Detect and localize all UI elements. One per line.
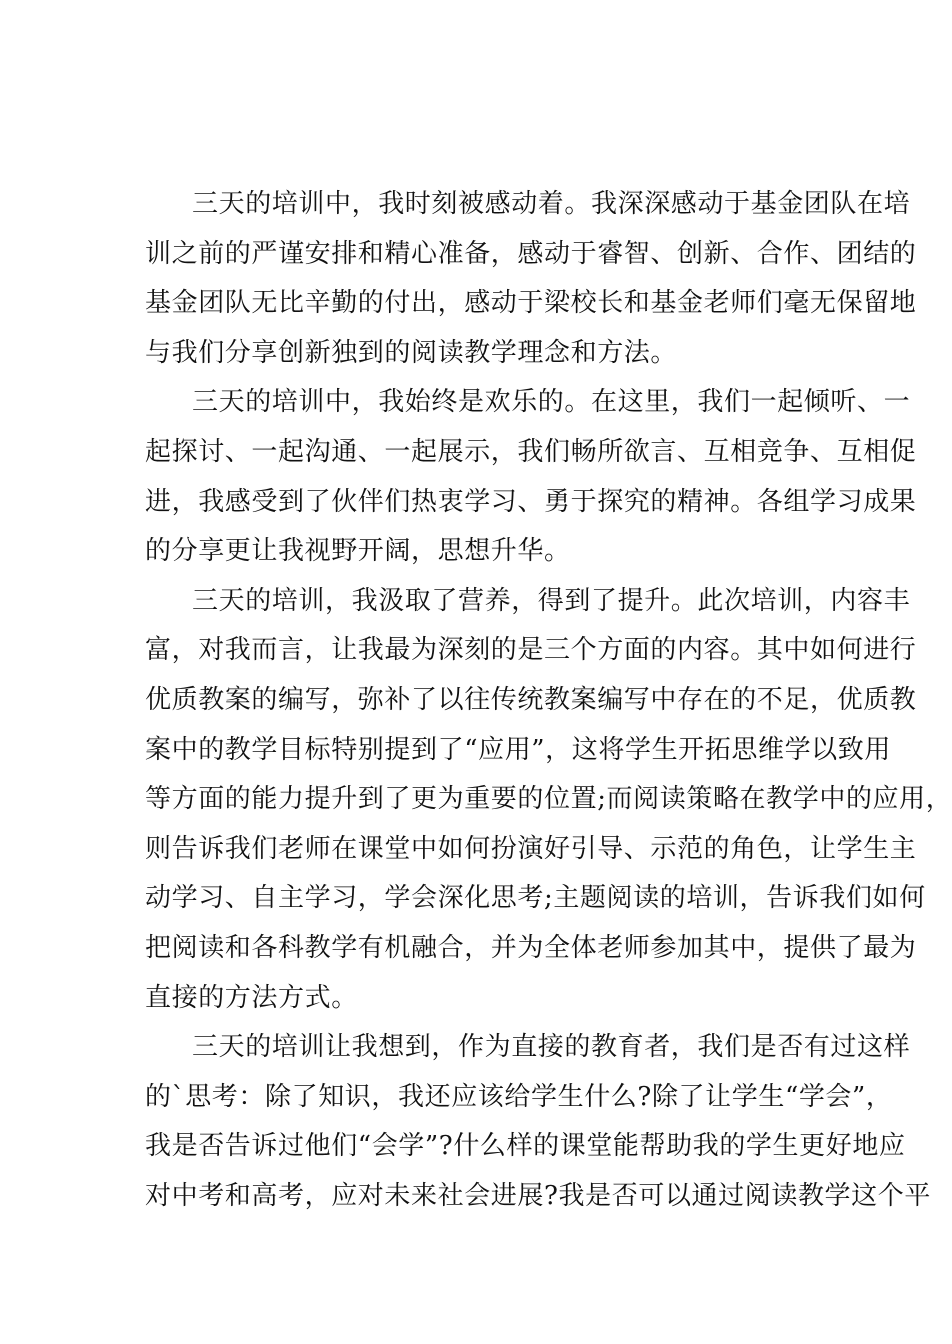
text-line: 我是否告诉过他们“会学”?什么样的课堂能帮助我的学生更好地应 (145, 1131, 906, 1162)
text-line: 三天的培训中，我始终是欢乐的。在这里，我们一起倾听、一 (192, 387, 911, 418)
text-line: 的分享更让我视野开阔，思想升华。 (145, 536, 571, 567)
text-line: 三天的培训让我想到，作为直接的教育者，我们是否有过这样 (192, 1032, 911, 1063)
text-line: 优质教案的编写，弥补了以往传统教案编写中存在的不足，优质教 (145, 684, 917, 715)
text-line: 的`思考：除了知识，我还应该给学生什么?除了让学生“学会”， (145, 1081, 893, 1112)
text-line: 直接的方法方式。 (145, 982, 358, 1013)
paragraph-2 (145, 378, 917, 576)
text-line: 案中的教学目标特别提到了“应用”，这将学生开拓思维学以致用 (145, 734, 891, 765)
text-line: 则告诉我们老师在课堂中如何扮演好引导、示范的角色，让学生主 (145, 833, 917, 864)
text-line: 进，我感受到了伙伴们热衷学习、勇于探究的精神。各组学习成果 (145, 486, 917, 517)
text-line: 动学习、自主学习，学会深化思考;主题阅读的培训，告诉我们如何 (145, 883, 926, 914)
text-line: 等方面的能力提升到了更为重要的位置;而阅读策略在教学中的应用， (145, 784, 952, 815)
text-line: 富，对我而言，让我最为深刻的是三个方面的内容。其中如何进行 (145, 635, 917, 666)
text-line: 训之前的严谨安排和精心准备，感动于睿智、创新、合作、团结的 (145, 238, 917, 269)
text-line: 把阅读和各科教学有机融合，并为全体老师参加其中，提供了最为 (145, 932, 917, 963)
paragraph-3 (145, 577, 952, 1023)
text-line: 三天的培训，我汲取了营养，得到了提升。此次培训，内容丰 (192, 585, 911, 616)
paragraph-4 (145, 1023, 931, 1221)
text-line: 基金团队无比辛勤的付出，感动于梁校长和基金老师们毫无保留地 (145, 288, 917, 319)
text-line: 对中考和高考，应对未来社会进展?我是否可以通过阅读教学这个平 (145, 1180, 931, 1211)
text-line: 三天的培训中，我时刻被感动着。我深深感动于基金团队在培 (192, 189, 911, 219)
text-line: 起探讨、一起沟通、一起展示，我们畅所欲言、互相竞争、互相促 (145, 436, 917, 467)
text-line: 与我们分享创新独到的阅读教学理念和方法。 (145, 337, 678, 368)
paragraph-1 (145, 180, 917, 378)
document-body (145, 180, 952, 1221)
